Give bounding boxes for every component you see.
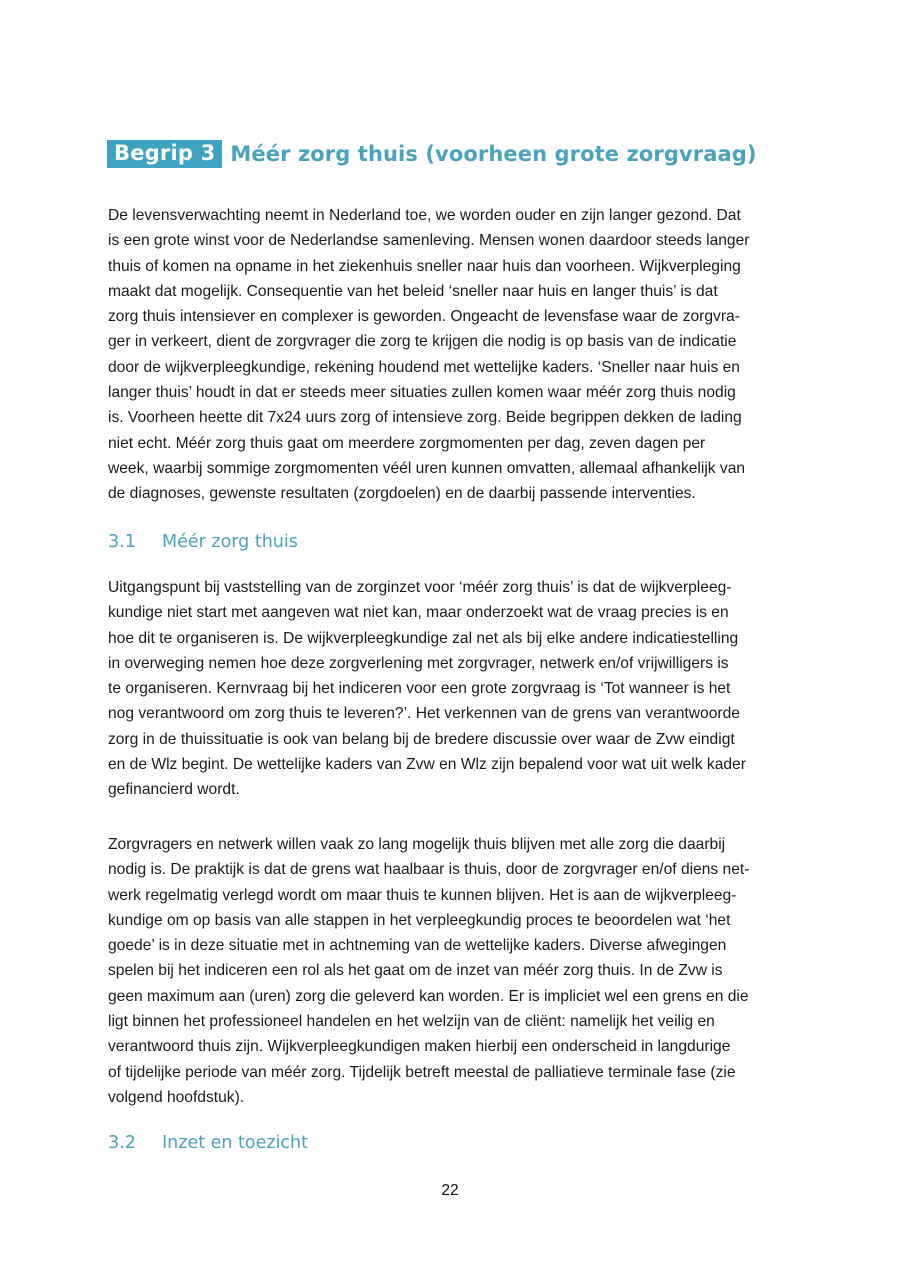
section-3-1-paragraph-2 (108, 832, 798, 1110)
text-line: kundige niet start met aangeven wat niet kan, maar onderzoekt wat de vraag precies is en (108, 604, 729, 622)
section-number: 3.2 (108, 1133, 136, 1153)
section-title: Inzet en toezicht (162, 1133, 309, 1153)
section-heading-3-1 (108, 532, 298, 552)
text-line: de diagnoses, gewenste resultaten (zorgdoelen) en de daarbij passende interventies. (108, 485, 696, 503)
text-line: nog verantwoord om zorg thuis te leveren?’. Het verkennen van de grens van verantwoorde (108, 705, 740, 723)
text-line: ger in verkeert, dient de zorgvrager die zorg te krijgen die nodig is op basis van de indicatie (108, 333, 737, 351)
text-line: te organiseren. Kernvraag bij het indiceren voor een grote zorgvraag is ‘Tot wanneer is het (108, 680, 731, 698)
text-line: De levensverwachting neemt in Nederland toe, we worden ouder en zijn langer gezond. Dat (108, 207, 741, 224)
text-line: week, waarbij sommige zorgmomenten véél uren kunnen omvatten, allemaal afhankelijk van (108, 459, 746, 477)
page-number: 22 (441, 1182, 459, 1199)
text-line: in overweging nemen hoe deze zorgverlening met zorgvrager, netwerk en/of vrijwilligers is (108, 654, 729, 672)
text-line: maakt dat mogelijk. Consequentie van het beleid ‘sneller naar huis en langer thuis’ is dat (108, 282, 718, 300)
text-line: is. Voorheen heette dit 7x24 uurs zorg of intensieve zorg. Beide begrippen dekken de lading (108, 409, 742, 427)
text-line: zorg thuis intensiever en complexer is geworden. Ongeacht de levensfase waar de zorgvra- (108, 308, 740, 326)
text-line: niet echt. Méér zorg thuis gaat om meerdere zorgmomenten per dag, zeven dagen per (108, 434, 706, 452)
text-line: kundige om op basis van alle stappen in het verpleegkundig proces te beoordelen wat ‘het (108, 911, 731, 929)
text-line: langer thuis’ houdt in dat er steeds meer situaties zullen komen waar méér zorg thuis nodig (108, 384, 736, 402)
section-3-1-paragraph-1 (108, 575, 798, 803)
text-line: zorg in de thuissituatie is ook van belang bij de bredere discussie over waar de Zvw eindigt (108, 730, 735, 748)
text-line: of tijdelijke periode van méér zorg. Tijdelijk betreft meestal de palliatieve terminale fase (zie (108, 1063, 736, 1081)
intro-paragraph (108, 203, 798, 507)
section-title: Méér zorg thuis (162, 532, 298, 552)
text-line: ligt binnen het professioneel handelen en het welzijn van de cliënt: namelijk het veilig en (108, 1013, 715, 1031)
text-line: verantwoord thuis zijn. Wijkverpleegkundigen maken hierbij een onderscheid in langdurige (108, 1038, 731, 1056)
section-heading-3-2 (108, 1133, 308, 1153)
text-line: nodig is. De praktijk is dat de grens wat haalbaar is thuis, door de zorgvrager en/of diens net- (108, 861, 750, 879)
text-line: goede’ is in deze situatie met in achtneming van de wettelijke kaders. Diverse afwegingen (108, 937, 727, 955)
text-line: door de wijkverpleegkundige, rekening houdend met wettelijke kaders. ‘Sneller naar huis en (108, 358, 740, 376)
text-line: werk regelmatig verlegd wordt om maar thuis te kunnen blijven. Het is aan de wijkverpleeg- (108, 886, 737, 904)
section-number: 3.1 (108, 532, 136, 552)
text-line: is een grote winst voor de Nederlandse samenleving. Mensen wonen daardoor steeds langer (108, 232, 750, 250)
text-line: en de Wlz begint. De wettelijke kaders van Zvw en Wlz zijn bepalend voor wat uit welk kader (108, 756, 746, 774)
text-line: spelen bij het indiceren een rol als het gaat om de inzet van méér zorg thuis. In de Zvw is (108, 962, 723, 980)
text-line: Uitgangspunt bij vaststelling van de zorginzet voor ‘méér zorg thuis’ is dat de wijkverpleeg- (108, 579, 732, 596)
text-line: thuis of komen na opname in het ziekenhuis sneller naar huis dan voorheen. Wijkverpleging (108, 257, 741, 275)
text-line: geen maximum aan (uren) zorg die geleverd kan worden. Er is impliciet wel een grens en die (108, 987, 749, 1005)
text-line: Zorgvragers en netwerk willen vaak zo lang mogelijk thuis blijven met alle zorg die daarbij (108, 836, 726, 853)
chapter-heading (107, 140, 757, 168)
text-line: hoe dit te organiseren is. De wijkverpleegkundige zal net als bij elke andere indicatiestelling (108, 629, 739, 647)
text-line: gefinancierd wordt. (108, 781, 240, 799)
chapter-title: Méér zorg thuis (voorheen grote zorgvraag) (230, 141, 757, 166)
text-line: volgend hoofdstuk). (108, 1088, 245, 1106)
chapter-badge: Begrip 3 (107, 140, 222, 168)
